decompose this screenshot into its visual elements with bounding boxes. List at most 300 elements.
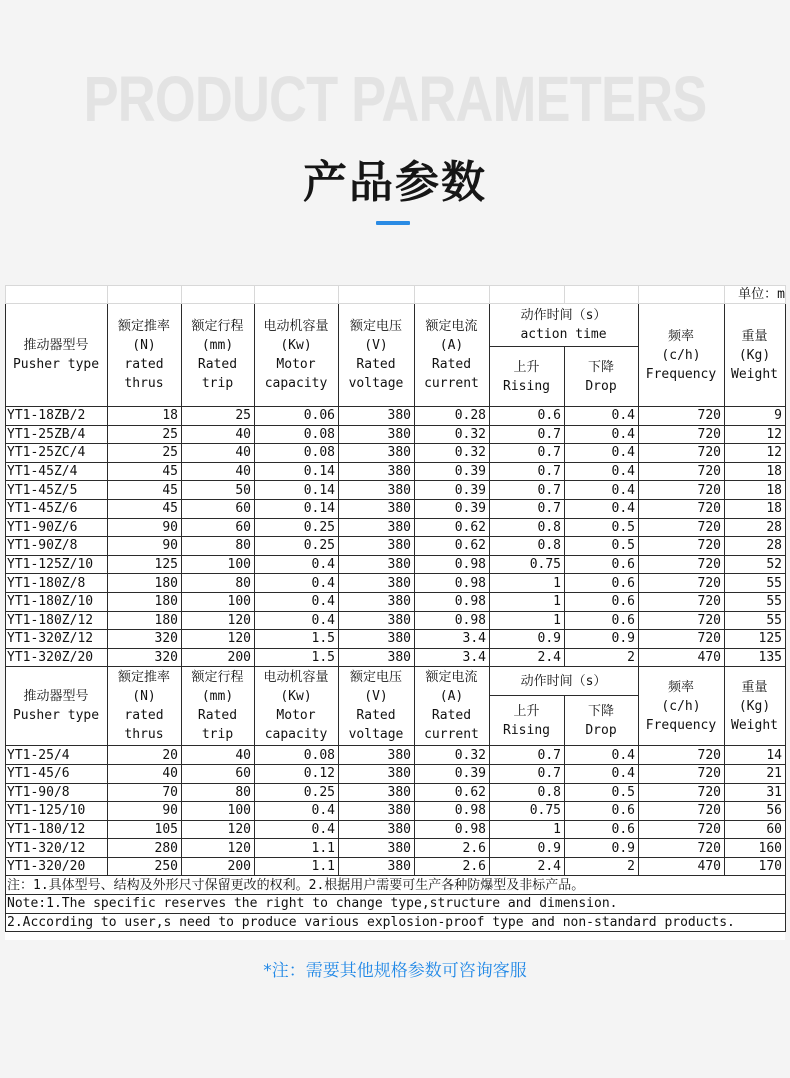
cell-value: 12	[725, 425, 786, 444]
cell-value: 28	[725, 518, 786, 537]
cell-value: 0.9	[565, 839, 639, 858]
cell-value: 0.62	[415, 537, 490, 556]
table-row	[6, 481, 786, 500]
header-action-time	[490, 304, 639, 347]
header-action-time	[490, 667, 639, 696]
cell-model: YT1-25ZC/4	[6, 444, 108, 463]
cell-model: YT1-25/4	[6, 746, 108, 765]
cell-model: YT1-18ZB/2	[6, 407, 108, 426]
cell-value: 380	[339, 499, 415, 518]
cell-value: 720	[639, 630, 725, 649]
header-current-line: (A)	[439, 338, 464, 353]
cell-value: 720	[639, 462, 725, 481]
header-thrust-line: rated	[124, 357, 164, 372]
cell-value: 0.25	[255, 518, 339, 537]
cell-value: 120	[182, 820, 255, 839]
header-voltage	[339, 304, 415, 407]
cell-value: 720	[639, 537, 725, 556]
header-weight-line: Weight	[731, 366, 778, 382]
cell-value: 0.6	[565, 592, 639, 611]
table-row	[6, 839, 786, 858]
header-weight-line: Weight	[731, 717, 778, 733]
header-frequency-line: Frequency	[645, 717, 717, 733]
cell-value: 380	[339, 574, 415, 593]
cell-value: 0.98	[415, 820, 490, 839]
header-weight	[725, 304, 786, 407]
cell-model: YT1-125Z/10	[6, 555, 108, 574]
header-weight-line: (Kg)	[738, 698, 771, 714]
unit-label: 单位：m	[725, 286, 786, 304]
table-row	[6, 462, 786, 481]
cell-value: 18	[108, 407, 182, 426]
header-frequency-line: (c/h)	[661, 347, 701, 363]
cell-value: 380	[339, 462, 415, 481]
header-rising	[490, 696, 565, 746]
cell-value: 1	[490, 574, 565, 593]
table-row	[6, 518, 786, 537]
header-motor-line: 电动机容量	[263, 319, 329, 334]
cell-value: 720	[639, 746, 725, 765]
cell-value: 320	[108, 630, 182, 649]
cell-value: 720	[639, 764, 725, 783]
blank-cell	[415, 286, 490, 304]
header-rising-line: Rising	[503, 722, 550, 738]
cell-model: YT1-180Z/12	[6, 611, 108, 630]
header-trip-line: 额定行程	[191, 319, 244, 334]
cell-value: 0.08	[255, 746, 339, 765]
header-rising-line: 上升	[513, 703, 540, 719]
cell-value: 0.9	[490, 630, 565, 649]
cell-value: 0.6	[565, 555, 639, 574]
cell-value: 120	[182, 839, 255, 858]
cell-value: 1	[490, 820, 565, 839]
blank-cell	[182, 286, 255, 304]
cell-value: 0.7	[490, 425, 565, 444]
cell-value: 0.4	[565, 764, 639, 783]
header-voltage-line: (V)	[364, 689, 388, 705]
cell-value: 1.1	[255, 857, 339, 876]
header-current-line: current	[424, 727, 479, 743]
cell-model: YT1-125/10	[6, 802, 108, 821]
header-voltage-line: (V)	[364, 338, 388, 353]
cell-value: 2.6	[415, 839, 490, 858]
header-motor-line: (Kw)	[280, 338, 312, 353]
header-model-line: Pusher type	[12, 357, 100, 372]
page-title: 产品参数	[303, 157, 487, 208]
cell-value: 1.1	[255, 839, 339, 858]
cell-value: 470	[639, 857, 725, 876]
header-drop	[565, 347, 639, 407]
cell-model: YT1-90/8	[6, 783, 108, 802]
cell-model: YT1-25ZB/4	[6, 425, 108, 444]
cell-value: 0.7	[490, 444, 565, 463]
header-current	[415, 667, 490, 746]
cell-value: 90	[108, 537, 182, 556]
cell-value: 0.12	[255, 764, 339, 783]
cell-value: 0.98	[415, 611, 490, 630]
cell-value: 60	[182, 764, 255, 783]
cell-model: YT1-45Z/5	[6, 481, 108, 500]
cell-value: 40	[182, 746, 255, 765]
cell-value: 0.4	[565, 407, 639, 426]
blank-cell	[339, 286, 415, 304]
header-motor-line: Motor	[276, 357, 316, 372]
cell-value: 0.98	[415, 555, 490, 574]
cell-value: 20	[108, 746, 182, 765]
cell-value: 9	[725, 407, 786, 426]
cell-value: 40	[182, 462, 255, 481]
cell-value: 0.7	[490, 499, 565, 518]
table-row	[6, 499, 786, 518]
title-en-watermark: PRODUCT PARAMETERS	[83, 63, 707, 135]
header-drop	[565, 696, 639, 746]
cell-model: YT1-90Z/8	[6, 537, 108, 556]
title-underline-accent	[376, 221, 410, 225]
header-frequency	[639, 304, 725, 407]
cell-value: 0.4	[255, 820, 339, 839]
cell-value: 180	[108, 592, 182, 611]
cell-model: YT1-45/6	[6, 764, 108, 783]
cell-value: 0.28	[415, 407, 490, 426]
cell-value: 55	[725, 574, 786, 593]
cell-value: 380	[339, 746, 415, 765]
cell-value: 0.62	[415, 518, 490, 537]
cell-value: 3.4	[415, 630, 490, 649]
spec-table	[5, 285, 786, 932]
header-motor	[255, 667, 339, 746]
cell-value: 0.4	[565, 499, 639, 518]
header-current	[415, 304, 490, 407]
header-current-line: 额定电流	[425, 670, 478, 686]
header-trip	[182, 304, 255, 407]
cell-value: 380	[339, 481, 415, 500]
header-voltage-line: Rated	[356, 708, 396, 724]
cell-value: 470	[639, 648, 725, 667]
header-voltage-line: 额定电压	[349, 319, 402, 334]
cell-value: 720	[639, 839, 725, 858]
cell-value: 720	[639, 499, 725, 518]
cell-value: 2.4	[490, 857, 565, 876]
cell-value: 250	[108, 857, 182, 876]
cell-model: YT1-45Z/4	[6, 462, 108, 481]
table-row	[6, 555, 786, 574]
cell-model: YT1-180Z/8	[6, 574, 108, 593]
header-motor-line: 电动机容量	[263, 670, 329, 686]
header-frequency-line: (c/h)	[661, 698, 701, 714]
cell-value: 720	[639, 555, 725, 574]
header-rising-line: Rising	[503, 378, 550, 394]
header-drop-line: 下降	[587, 703, 614, 719]
cell-value: 56	[725, 802, 786, 821]
cell-value: 0.4	[565, 444, 639, 463]
cell-value: 320	[108, 648, 182, 667]
cell-value: 80	[182, 574, 255, 593]
cell-value: 0.6	[565, 611, 639, 630]
cell-value: 720	[639, 592, 725, 611]
cell-value: 0.98	[415, 802, 490, 821]
customer-service-note: *注：需要其他规格参数可咨询客服	[263, 961, 527, 981]
blank-cell	[490, 286, 565, 304]
header-model-line: 推动器型号	[23, 338, 89, 353]
cell-value: 180	[108, 611, 182, 630]
cell-value: 80	[182, 537, 255, 556]
header-trip-line: (mm)	[201, 338, 234, 353]
header-trip-line: Rated	[197, 708, 238, 724]
cell-value: 45	[108, 462, 182, 481]
table-row	[6, 746, 786, 765]
cell-value: 380	[339, 820, 415, 839]
header-current-line: Rated	[431, 708, 472, 724]
header-thrust-line: thrus	[124, 376, 164, 391]
cell-value: 60	[182, 518, 255, 537]
cell-value: 380	[339, 630, 415, 649]
cell-value: 380	[339, 802, 415, 821]
cell-value: 45	[108, 499, 182, 518]
header-drop-line: 下降	[587, 359, 614, 375]
header-frequency-line: 频率	[667, 328, 694, 344]
cell-value: 0.08	[255, 444, 339, 463]
table-row	[6, 407, 786, 426]
cell-value: 380	[339, 648, 415, 667]
cell-value: 0.4	[255, 574, 339, 593]
cell-value: 31	[725, 783, 786, 802]
cell-value: 55	[725, 611, 786, 630]
cell-value: 90	[108, 518, 182, 537]
cell-value: 2.6	[415, 857, 490, 876]
cell-value: 40	[182, 425, 255, 444]
cell-value: 0.6	[565, 574, 639, 593]
note-text: 2.According to user,s need to produce various explosion-proof type and non-standard products.	[6, 913, 786, 932]
cell-value: 0.25	[255, 537, 339, 556]
cell-value: 720	[639, 574, 725, 593]
blank-cell	[6, 286, 108, 304]
cell-value: 0.7	[490, 462, 565, 481]
cell-value: 125	[108, 555, 182, 574]
cell-value: 50	[182, 481, 255, 500]
header-row	[6, 304, 786, 347]
table-row	[6, 537, 786, 556]
header-trip-line: 额定行程	[191, 670, 244, 686]
cell-value: 55	[725, 592, 786, 611]
cell-value: 0.75	[490, 555, 565, 574]
header-thrust-line: 额定推率	[117, 319, 170, 334]
cell-value: 0.39	[415, 481, 490, 500]
cell-value: 380	[339, 518, 415, 537]
header-thrust-line: thrus	[124, 727, 164, 743]
cell-value: 60	[725, 820, 786, 839]
cell-value: 52	[725, 555, 786, 574]
cell-model: YT1-180/12	[6, 820, 108, 839]
header-voltage	[339, 667, 415, 746]
note-text: 注：1.具体型号、结构及外形尺寸保留更改的权利。2.根据用户需要可生产各种防爆型及非标产品。	[6, 876, 786, 895]
cell-value: 3.4	[415, 648, 490, 667]
cell-value: 380	[339, 444, 415, 463]
cell-value: 0.62	[415, 783, 490, 802]
cell-value: 0.7	[490, 764, 565, 783]
cell-value: 0.7	[490, 746, 565, 765]
cell-value: 125	[725, 630, 786, 649]
cell-value: 0.6	[565, 802, 639, 821]
header-frequency-line: 频率	[667, 679, 694, 695]
header-current-line: 额定电流	[425, 319, 478, 334]
cell-value: 1	[490, 611, 565, 630]
header-action-time-line: action time	[520, 327, 607, 342]
cell-value: 90	[108, 802, 182, 821]
header-current-line: Rated	[431, 357, 472, 372]
cell-value: 105	[108, 820, 182, 839]
cell-value: 21	[725, 764, 786, 783]
cell-value: 380	[339, 857, 415, 876]
cell-value: 720	[639, 783, 725, 802]
header-weight-line: 重量	[741, 679, 768, 695]
cell-value: 720	[639, 407, 725, 426]
cell-value: 80	[182, 783, 255, 802]
cell-value: 0.6	[565, 820, 639, 839]
cell-value: 0.8	[490, 537, 565, 556]
cell-value: 0.9	[490, 839, 565, 858]
cell-value: 1.5	[255, 648, 339, 667]
cell-value: 720	[639, 820, 725, 839]
table-row	[6, 444, 786, 463]
cell-value: 720	[639, 481, 725, 500]
cell-value: 380	[339, 764, 415, 783]
cell-value: 0.5	[565, 783, 639, 802]
header-voltage-line: voltage	[348, 727, 404, 743]
header-thrust	[108, 667, 182, 746]
cell-value: 380	[339, 611, 415, 630]
cell-value: 28	[725, 537, 786, 556]
table-row	[6, 783, 786, 802]
cell-value: 720	[639, 425, 725, 444]
cell-value: 2	[565, 857, 639, 876]
header-model-line: 推动器型号	[23, 689, 89, 705]
cell-value: 60	[182, 499, 255, 518]
cell-value: 280	[108, 839, 182, 858]
header-row	[6, 667, 786, 696]
header-motor-line: capacity	[264, 376, 328, 391]
cell-value: 18	[725, 462, 786, 481]
cell-value: 2.4	[490, 648, 565, 667]
cell-value: 135	[725, 648, 786, 667]
header-current-line: current	[424, 376, 479, 391]
header-action-time-line: 动作时间（s）	[520, 308, 607, 323]
header-motor-line: (Kw)	[280, 689, 312, 705]
header-thrust-line: (N)	[132, 338, 156, 353]
cell-value: 0.39	[415, 499, 490, 518]
cell-value: 100	[182, 592, 255, 611]
cell-value: 0.32	[415, 444, 490, 463]
header-weight-line: (Kg)	[738, 347, 771, 363]
cell-value: 120	[182, 630, 255, 649]
table-row	[6, 820, 786, 839]
table-row	[6, 630, 786, 649]
spec-sheet	[5, 285, 785, 940]
cell-value: 720	[639, 444, 725, 463]
table-row	[6, 592, 786, 611]
table-row	[6, 764, 786, 783]
blank-cell	[565, 286, 639, 304]
cell-model: YT1-45Z/6	[6, 499, 108, 518]
cell-value: 12	[725, 444, 786, 463]
note-row	[6, 895, 786, 914]
cell-model: YT1-320Z/12	[6, 630, 108, 649]
cell-value: 40	[108, 764, 182, 783]
header-thrust	[108, 304, 182, 407]
cell-value: 0.9	[565, 630, 639, 649]
header-model-line: Pusher type	[12, 708, 100, 724]
cell-value: 380	[339, 407, 415, 426]
table-row	[6, 425, 786, 444]
header-motor	[255, 304, 339, 407]
header-thrust-line: rated	[124, 708, 164, 724]
cell-value: 0.14	[255, 499, 339, 518]
cell-value: 0.8	[490, 783, 565, 802]
cell-value: 0.8	[490, 518, 565, 537]
cell-value: 0.32	[415, 746, 490, 765]
cell-value: 0.08	[255, 425, 339, 444]
header-rising	[490, 347, 565, 407]
unit-row	[6, 286, 786, 304]
cell-value: 25	[182, 407, 255, 426]
header-model	[6, 304, 108, 407]
cell-value: 180	[108, 574, 182, 593]
header-rising-line: 上升	[513, 359, 540, 375]
header-drop-line: Drop	[585, 378, 617, 394]
cell-value: 160	[725, 839, 786, 858]
cell-value: 45	[108, 481, 182, 500]
header-trip-line: trip	[201, 376, 234, 391]
cell-value: 720	[639, 802, 725, 821]
cell-value: 380	[339, 555, 415, 574]
cell-value: 100	[182, 555, 255, 574]
cell-value: 25	[108, 425, 182, 444]
spec-table-body	[6, 286, 786, 932]
cell-value: 0.4	[565, 462, 639, 481]
cell-value: 1	[490, 592, 565, 611]
cell-value: 0.6	[490, 407, 565, 426]
cell-value: 1.5	[255, 630, 339, 649]
note-text: Note:1.The specific reserves the right to change type,structure and dimension.	[6, 895, 786, 914]
header-frequency	[639, 667, 725, 746]
header-trip	[182, 667, 255, 746]
cell-value: 18	[725, 481, 786, 500]
header-thrust-line: (N)	[132, 689, 156, 705]
cell-value: 0.98	[415, 574, 490, 593]
header-frequency-line: Frequency	[645, 366, 717, 382]
cell-value: 720	[639, 518, 725, 537]
cell-value: 40	[182, 444, 255, 463]
cell-value: 0.5	[565, 537, 639, 556]
cell-value: 0.98	[415, 592, 490, 611]
cell-value: 0.5	[565, 518, 639, 537]
cell-value: 0.4	[565, 481, 639, 500]
blank-cell	[255, 286, 339, 304]
note-row	[6, 913, 786, 932]
cell-model: YT1-90Z/6	[6, 518, 108, 537]
table-row	[6, 611, 786, 630]
cell-value: 0.06	[255, 407, 339, 426]
blank-cell	[639, 286, 725, 304]
table-row	[6, 857, 786, 876]
header-thrust-line: 额定推率	[117, 670, 170, 686]
header-voltage-line: Rated	[356, 357, 396, 372]
cell-value: 14	[725, 746, 786, 765]
cell-value: 0.4	[255, 611, 339, 630]
cell-value: 380	[339, 839, 415, 858]
header-weight	[725, 667, 786, 746]
header-motor-line: Motor	[276, 708, 316, 724]
cell-value: 70	[108, 783, 182, 802]
